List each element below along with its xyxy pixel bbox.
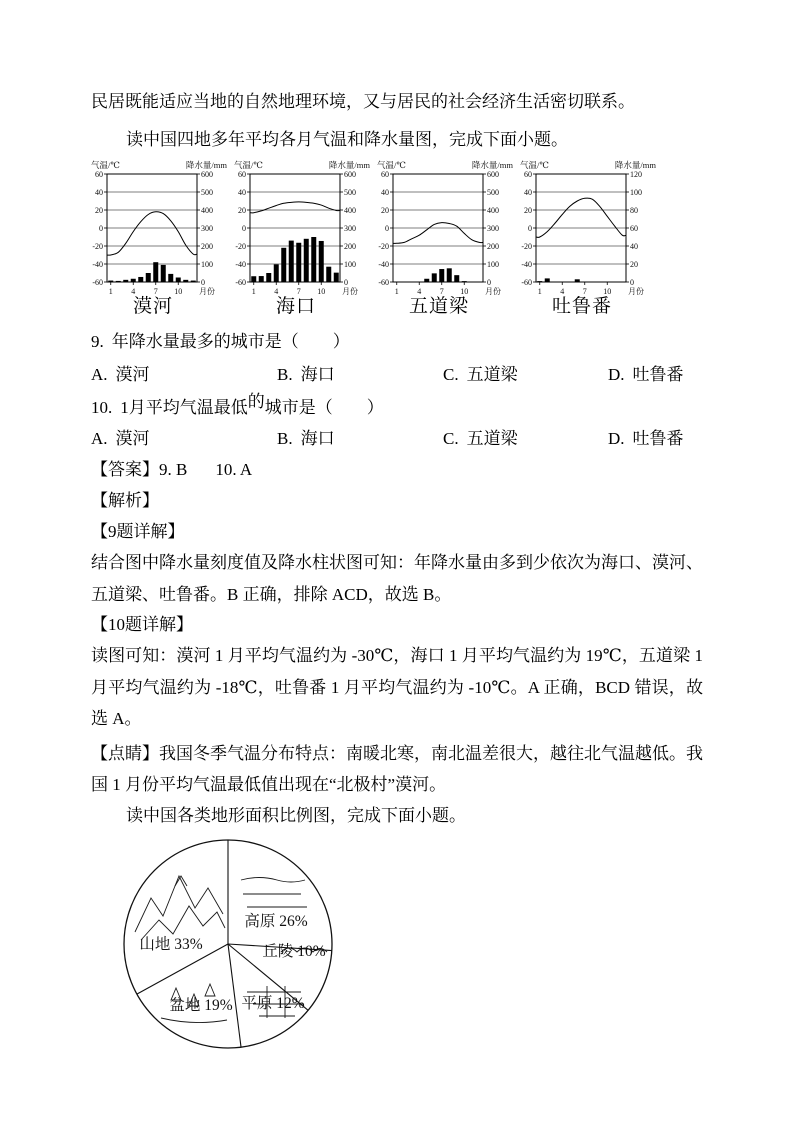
svg-text:-60: -60 (378, 278, 389, 287)
option-text: 漠河 (115, 365, 150, 384)
option-text: 五道梁 (466, 365, 518, 384)
svg-text:120: 120 (630, 170, 642, 179)
svg-text:-20: -20 (378, 242, 389, 251)
svg-text:600: 600 (344, 170, 356, 179)
svg-text:-60: -60 (521, 278, 532, 287)
svg-text:1: 1 (394, 287, 399, 296)
svg-text:0: 0 (242, 224, 246, 233)
svg-text:山地 33%: 山地 33% (139, 935, 203, 953)
option-text: 海口 (300, 365, 335, 384)
svg-text:-20: -20 (92, 242, 103, 251)
svg-text:7: 7 (296, 287, 301, 296)
question-9-stem: 年降水量最多的城市是（ ） (111, 332, 350, 351)
svg-text:丘陵 10%: 丘陵 10% (262, 942, 326, 960)
svg-text:100: 100 (630, 188, 642, 197)
option-b (277, 363, 443, 387)
svg-text:-20: -20 (521, 242, 532, 251)
svg-text:1: 1 (537, 287, 542, 296)
svg-text:200: 200 (201, 242, 213, 251)
svg-text:月份: 月份 (342, 287, 358, 296)
option-a (91, 427, 277, 451)
detail-9-body: 结合图中降水量刻度值及降水柱状图可知：年降水量由多到少依次为海口、漠河、五道梁、吐鲁番。B 正确，排除 ACD，故选 B。 (91, 553, 703, 604)
svg-text:20: 20 (95, 206, 103, 215)
svg-text:500: 500 (344, 188, 356, 197)
svg-text:20: 20 (630, 260, 638, 269)
svg-text:降水量/mm: 降水量/mm (471, 160, 513, 170)
svg-text:7: 7 (153, 287, 158, 296)
question-10-stem-prefix: 1月平均气温最低 (120, 398, 248, 417)
svg-text:7: 7 (582, 287, 587, 296)
svg-text:降水量/mm: 降水量/mm (185, 160, 227, 170)
svg-text:20: 20 (238, 206, 246, 215)
svg-text:600: 600 (487, 170, 499, 179)
question-9-options (91, 363, 703, 387)
svg-text:100: 100 (487, 260, 499, 269)
svg-text:500: 500 (201, 188, 213, 197)
svg-text:7: 7 (439, 287, 444, 296)
svg-text:气温/℃: 气温/℃ (234, 160, 263, 170)
svg-text:10: 10 (460, 287, 469, 296)
svg-text:10: 10 (174, 287, 183, 296)
svg-text:4: 4 (274, 287, 279, 296)
climate-chart-canvas (377, 158, 513, 296)
option-key: B. (277, 429, 293, 448)
question-10-raised-char: 的 (247, 392, 265, 411)
svg-text:40: 40 (95, 188, 103, 197)
detail-10-body: 读图可知：漠河 1 月平均气温约为 -30℃，海口 1 月平均气温约为 19℃，五道梁 1 月平均气温约为 -18℃，吐鲁番 1 月平均气温约为 -10℃。A 正确，BCD 错误，故选 A。 (91, 646, 703, 728)
detail-10-heading: 【10题详解】 (91, 615, 193, 634)
terrain-figure-lead: 读中国各类地形面积比例图，完成下面小题。 (126, 805, 466, 825)
svg-text:0: 0 (344, 278, 348, 287)
terrain-pie-figure (105, 834, 351, 1058)
svg-text:60: 60 (238, 170, 246, 179)
question-9-number: 9. (91, 332, 104, 351)
detail-9-heading: 【9题详解】 (91, 522, 185, 541)
svg-text:月份: 月份 (485, 287, 501, 296)
svg-text:60: 60 (524, 170, 532, 179)
intro-paragraph: 民居既能适应当地的自然地理环境，又与居民的社会经济生活密切联系。 (91, 92, 635, 111)
svg-text:80: 80 (630, 206, 638, 215)
svg-text:20: 20 (381, 206, 389, 215)
svg-text:-20: -20 (235, 242, 246, 251)
svg-text:300: 300 (201, 224, 213, 233)
svg-text:气温/℃: 气温/℃ (91, 160, 120, 170)
analysis-heading: 【解析】 (91, 491, 159, 510)
svg-text:500: 500 (487, 188, 499, 197)
question-10-options (91, 427, 703, 451)
tips-label: 【点睛】 (91, 743, 159, 763)
svg-text:盆地 19%: 盆地 19% (169, 996, 233, 1014)
svg-text:40: 40 (381, 188, 389, 197)
svg-text:0: 0 (99, 224, 103, 233)
climate-figure-lead: 读中国四地多年平均各月气温和降水量图，完成下面小题。 (126, 130, 568, 149)
chart-city-label: 海口 (275, 296, 316, 317)
svg-text:降水量/mm: 降水量/mm (328, 160, 370, 170)
svg-text:-60: -60 (235, 278, 246, 287)
svg-text:60: 60 (630, 224, 638, 233)
question-10-stem-suffix: 城市是（ ） (264, 398, 384, 417)
svg-text:-60: -60 (92, 278, 103, 287)
svg-text:降水量/mm: 降水量/mm (614, 160, 656, 170)
svg-text:平原 12%: 平原 12% (241, 994, 305, 1012)
svg-text:0: 0 (630, 278, 634, 287)
svg-text:0: 0 (201, 278, 205, 287)
svg-text:40: 40 (630, 242, 638, 251)
svg-text:4: 4 (131, 287, 136, 296)
option-c (443, 427, 608, 451)
svg-text:10: 10 (317, 287, 326, 296)
option-c (443, 363, 608, 387)
terrain-pie-canvas (105, 834, 351, 1058)
climate-chart-turpan (520, 158, 656, 318)
answer-line (91, 458, 703, 482)
svg-text:10: 10 (603, 287, 612, 296)
svg-text:月份: 月份 (628, 287, 644, 296)
svg-text:-40: -40 (92, 260, 103, 269)
tips-body: 我国冬季气温分布特点：南暖北寒，南北温差很大，越往北气温越低。我国 1 月份平均气温最低值出现在“北极村”漠河。 (91, 743, 703, 794)
svg-text:-40: -40 (378, 260, 389, 269)
svg-text:0: 0 (385, 224, 389, 233)
svg-text:0: 0 (528, 224, 532, 233)
svg-text:200: 200 (487, 242, 499, 251)
answer-item-10: 10. A (215, 460, 253, 479)
option-text: 吐鲁番 (632, 365, 684, 384)
climate-chart-wudaoliang (377, 158, 513, 318)
svg-text:气温/℃: 气温/℃ (377, 160, 406, 170)
climate-chart-canvas (91, 158, 227, 296)
svg-text:200: 200 (344, 242, 356, 251)
svg-text:-40: -40 (521, 260, 532, 269)
question-9 (91, 330, 703, 354)
climate-chart-canvas (234, 158, 370, 296)
svg-text:4: 4 (560, 287, 565, 296)
svg-text:300: 300 (487, 224, 499, 233)
option-d (608, 363, 703, 387)
option-key: C. (443, 365, 459, 384)
option-text: 漠河 (115, 429, 150, 448)
svg-text:60: 60 (381, 170, 389, 179)
option-key: D. (608, 429, 625, 448)
svg-text:400: 400 (344, 206, 356, 215)
option-d (608, 427, 703, 451)
option-text: 五道梁 (466, 429, 518, 448)
svg-text:高原 26%: 高原 26% (244, 912, 308, 930)
option-text: 吐鲁番 (632, 429, 684, 448)
climate-chart-haikou (234, 158, 370, 318)
svg-text:0: 0 (487, 278, 491, 287)
option-key: A. (91, 365, 108, 384)
svg-text:4: 4 (417, 287, 422, 296)
svg-text:气温/℃: 气温/℃ (520, 160, 549, 170)
svg-text:-40: -40 (235, 260, 246, 269)
svg-text:40: 40 (238, 188, 246, 197)
svg-text:100: 100 (344, 260, 356, 269)
option-key: B. (277, 365, 293, 384)
climate-chart-mohe (91, 158, 227, 318)
svg-text:1: 1 (251, 287, 256, 296)
svg-text:月份: 月份 (199, 287, 215, 296)
svg-text:40: 40 (524, 188, 532, 197)
option-key: A. (91, 429, 108, 448)
option-text: 海口 (300, 429, 335, 448)
question-10-number: 10. (91, 398, 113, 417)
option-b (277, 427, 443, 451)
chart-city-label: 五道梁 (408, 296, 469, 317)
chart-city-label: 漠河 (132, 296, 173, 317)
svg-text:20: 20 (524, 206, 532, 215)
svg-text:100: 100 (201, 260, 213, 269)
svg-text:1: 1 (108, 287, 113, 296)
svg-text:600: 600 (201, 170, 213, 179)
svg-text:400: 400 (487, 206, 499, 215)
climate-figure (91, 158, 703, 318)
chart-city-label: 吐鲁番 (551, 296, 612, 317)
option-key: D. (608, 365, 625, 384)
svg-text:60: 60 (95, 170, 103, 179)
svg-text:300: 300 (344, 224, 356, 233)
climate-chart-canvas (520, 158, 656, 296)
option-key: C. (443, 429, 459, 448)
question-10 (91, 392, 703, 420)
answer-item-9: 9. B (159, 460, 188, 479)
tips-paragraph (91, 738, 703, 801)
svg-text:400: 400 (201, 206, 213, 215)
option-a (91, 363, 277, 387)
answer-label: 【答案】 (91, 460, 159, 479)
